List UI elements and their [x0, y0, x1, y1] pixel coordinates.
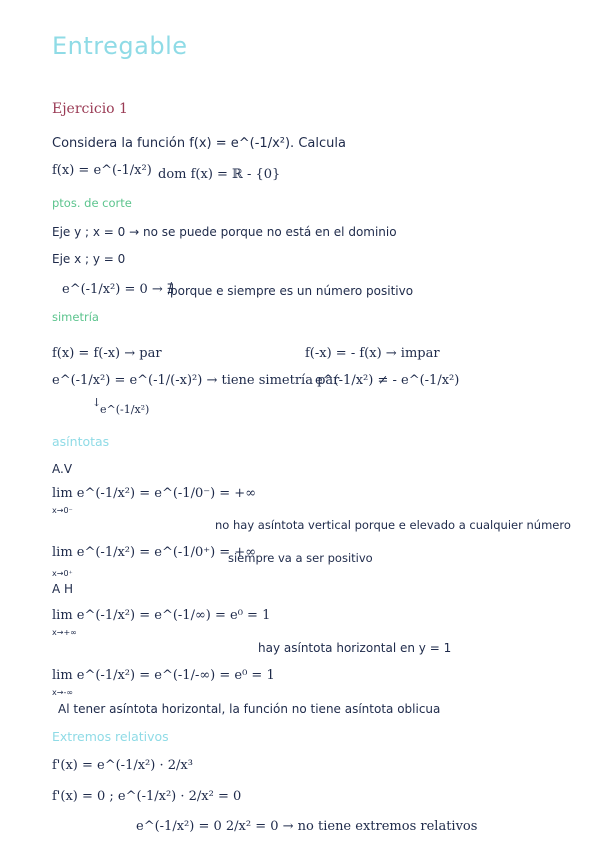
symmetry-even-equation-result: e^(-1/x²) — [100, 403, 150, 416]
derivative-formula: f'(x) = e^(-1/x²) · 2/x³ — [52, 758, 193, 773]
exercise-heading: Ejercicio 1 — [52, 101, 128, 117]
problem-statement: Considera la función f(x) = e^(-1/x²). Calcula — [52, 136, 346, 151]
symmetry-odd-test: f(-x) = - f(x) → impar — [305, 346, 440, 361]
limit-plus-infinity: lim e^(-1/x²) = e^(-1/∞) = e⁰ = 1 — [52, 608, 271, 623]
horizontal-asymptote-label: A H — [52, 582, 74, 596]
derivative-zero-equation: f'(x) = 0 ; e^(-1/x²) · 2/x² = 0 — [52, 789, 242, 804]
page-title: Entregable — [52, 32, 188, 60]
section-heading-symmetry: simetría — [52, 310, 99, 324]
limit-zero-right: lim e^(-1/x²) = e^(-1/0⁺) = +∞ — [52, 545, 257, 560]
extrema-result: e^(-1/x²) = 0 2/x² = 0 → no tiene extremos relativos — [136, 819, 478, 834]
symmetry-even-test: f(x) = f(-x) → par — [52, 346, 162, 361]
oblique-asymptote-note: Al tener asíntota horizontal, la función no tiene asíntota oblicua — [58, 702, 441, 716]
cut-axis-y: Eje y ; x = 0 → no se puede porque no está en el dominio — [52, 225, 397, 239]
cut-axis-x: Eje x ; y = 0 — [52, 252, 126, 266]
cut-axis-x-reason: porque e siempre es un número positivo — [170, 284, 414, 298]
section-heading-asymptotes: asíntotas — [52, 434, 110, 449]
vertical-asymptote-note-2: siempre va a ser positivo — [228, 551, 373, 565]
domain-definition: dom f(x) = ℝ - {0} — [158, 167, 281, 182]
section-heading-cuts: ptos. de corte — [52, 196, 132, 210]
limit-minus-infinity-sub: x→-∞ — [52, 688, 73, 697]
section-heading-extrema: Extremos relativos — [52, 729, 169, 744]
limit-minus-infinity: lim e^(-1/x²) = e^(-1/-∞) = e⁰ = 1 — [52, 668, 275, 683]
cut-axis-x-equation: e^(-1/x²) = 0 → ∄ — [62, 282, 174, 297]
function-definition: f(x) = e^(-1/x²) — [52, 163, 152, 178]
vertical-asymptote-label: A.V — [52, 462, 73, 476]
arrow-down-icon: ↓ — [92, 396, 102, 409]
symmetry-odd-equation: e^(-1/x²) ≠ - e^(-1/x²) — [315, 373, 460, 388]
limit-plus-infinity-sub: x→+∞ — [52, 628, 77, 637]
limit-zero-left: lim e^(-1/x²) = e^(-1/0⁻) = +∞ — [52, 486, 257, 501]
horizontal-asymptote-note: hay asíntota horizontal en y = 1 — [258, 641, 452, 655]
limit-zero-left-sub: x→0⁻ — [52, 506, 73, 515]
limit-zero-right-sub: x→0⁺ — [52, 569, 73, 578]
symmetry-even-equation: e^(-1/x²) = e^(-1/(-x)²) → tiene simetría par — [52, 373, 340, 388]
vertical-asymptote-note: no hay asíntota vertical porque e elevado a cualquier número — [215, 518, 571, 532]
